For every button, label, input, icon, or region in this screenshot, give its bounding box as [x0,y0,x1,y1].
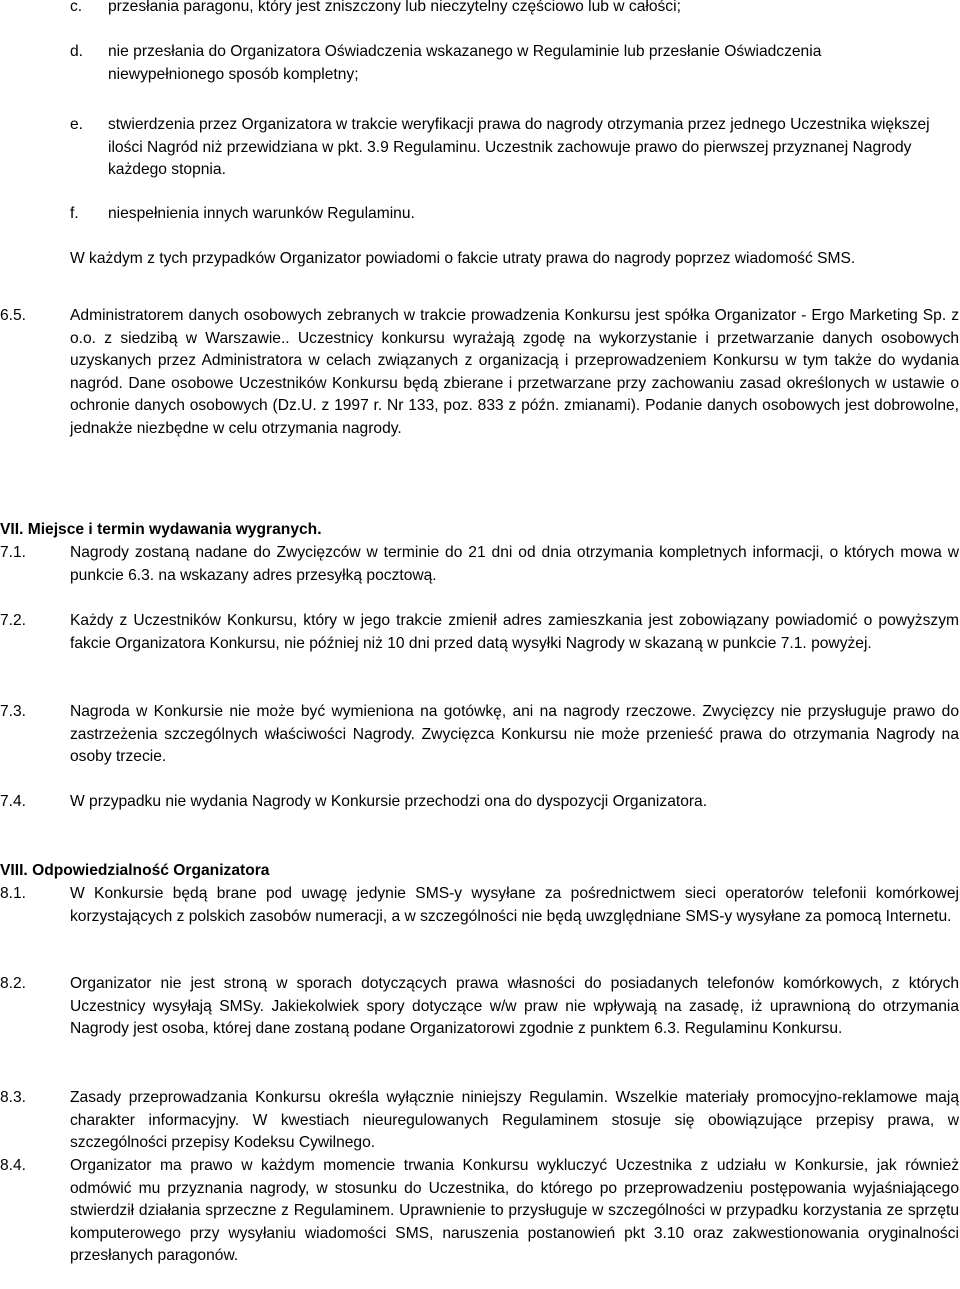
paragraph-6-5 [70,305,959,441]
paragraph-7-3 [70,701,959,769]
paragraph-number: 6.5. [0,307,27,324]
paragraph-text: Administratorem danych osobowych zebranych w trakcie prowadzenia Konkursu jest spółka Organizator - Ergo Marketing Sp. z o.o. z siedzibą w Warszawie.. Uczestnicy konkursu wyrażają zgodę na wykorzystanie i przetwarzanie danych osobowych uzyskanych przez Administratora w celach związanych z organizacją i przeprowadzeniem Konkursu w tym także do wydania nagród. Dane osobowe Uczestników Konkursu będą zbierane i przetwarzane przy zachowaniu zasad określonych w ustawie o ochronie danych osobowych (Dz.U. z 1997 r. Nr 133, poz. 833 z późn. zmianami). Podanie danych osobowych jest dobrowolne, jednakże niezbędne w celu otrzymania nagrody. [70,307,959,437]
paragraph-number: 8.3. [0,1089,27,1106]
section-heading-vii: VII. Miejsce i termin wydawania wygranych. [0,521,322,538]
paragraph-text: Organizator nie jest stroną w sporach dotyczących prawa własności do posiadanych telefonów komórkowych, z których Uczestnicy wysyłają SMSy. Jakiekolwiek spory dotyczące w/w praw nie wpływają na zasadę, iż uprawnioną do otrzymania Nagrody jest osoba, której dane zostaną podane Organizatorowi zgodnie z punktem 6.3. Regulaminu Konkursu. [70,975,959,1038]
list-item-text: niespełnienia innych warunków Regulaminu. [108,205,415,222]
paragraph-text: Każdy z Uczestników Konkursu, który w jego trakcie zmienił adres zamieszkania jest zobowiązany powiadomić o powyższym fakcie Organizatora Konkursu, nie później niż 10 dni przed datą wysyłki Nagrody w skazaną w punkcie 7.1. powyżej. [70,612,959,652]
loss-of-prize-note [70,248,959,271]
paragraph-7-1 [70,542,959,587]
list-marker-c: c. [70,0,83,15]
paragraph-8-3 [70,1087,959,1155]
paragraph-number: 7.2. [0,612,27,629]
note-text: W każdym z tych przypadków Organizator powiadomi o fakcie utraty prawa do nagrody poprzez wiadomość SMS. [70,250,856,267]
section-heading-viii: VIII. Odpowiedzialność Organizatora [0,862,270,879]
paragraph-number: 7.4. [0,793,27,810]
paragraph-text: Organizator ma prawo w każdym momencie trwania Konkursu wykluczyć Uczestnika z udziału w Konkursie, jak również odmówić mu przyznania nagrody, w stosunku do Uczestnika, do którego po przeprowadzeniu postępowania wyjaśniającego stwierdził działania sprzeczne z Regulaminem. Uprawnienie to przysługuje w szczególności w przypadku korzystania ze sprzętu komputerowego przy wysyłaniu wiadomości SMS, naruszenia postanowień pkt 3.10 oraz zakwestionowania oryginalności przesłanych paragonów. [70,1157,959,1265]
list-item-text: nie przesłania do Organizatora Oświadczenia wskazanego w Regulaminie lub przesłanie Oświadczenia niewypełnionego sposób kompletny; [108,43,822,83]
paragraph-number: 8.2. [0,975,27,992]
paragraph-number: 8.1. [0,885,27,902]
paragraph-text: W przypadku nie wydania Nagrody w Konkursie przechodzi ona do dyspozycji Organizatora. [70,793,708,810]
list-marker-d: d. [70,43,84,60]
list-item-e [108,114,959,182]
paragraph-text: Nagroda w Konkursie nie może być wymieniona na gotówkę, ani na nagrody rzeczowe. Zwycięzcy nie przysługuje prawo do zastrzeżenia szczególnych właściwości Nagrody. Zwycięzca Konkursu nie może przenieść prawa do otrzymania Nagrody na osoby trzecie. [70,703,959,766]
list-item-d [108,41,888,86]
paragraph-7-2 [70,610,959,655]
list-item-text: stwierdzenia przez Organizatora w trakcie weryfikacji prawa do nagrody otrzymania przez jednego Uczestnika większej ilości Nagród niż przewidziana w pkt. 3.9 Regulaminu. Uczestnik zachowuje prawo do pierwszej przyznanej Nagrody każdego stopnia. [108,116,930,179]
paragraph-8-2 [70,973,959,1041]
paragraph-number: 7.3. [0,703,27,720]
paragraph-text: Zasady przeprowadzania Konkursu określa wyłącznie niniejszy Regulamin. Wszelkie materiały promocyjno-reklamowe mają charakter informacyjny. W kwestiach nieuregulowanych Regulaminem stosuje się obowiązujące przepisy prawa, w szczególności przepisy Kodeksu Cywilnego. [70,1089,959,1152]
paragraph-text: W Konkursie będą brane pod uwagę jedynie SMS-y wysyłane za pośrednictwem sieci operatorów telefonii komórkowej korzystających z polskich zasobów numeracji, a w szczególności nie będą uwzględniane SMS-y wysyłane za pomocą Internetu. [70,885,959,925]
list-marker-f: f. [70,205,79,222]
paragraph-8-4 [70,1155,959,1268]
list-item-c [108,0,959,19]
list-marker-e: e. [70,116,84,133]
paragraph-8-1 [70,883,959,928]
paragraph-7-4 [70,791,959,814]
paragraph-number: 8.4. [0,1157,27,1174]
list-item-f [108,203,959,226]
list-item-text: przesłania paragonu, który jest zniszczony lub nieczytelny częściowo lub w całości; [108,0,681,15]
paragraph-text: Nagrody zostaną nadane do Zwycięzców w terminie do 21 dni od dnia otrzymania kompletnych informacji, o których mowa w punkcie 6.3. na wskazany adres przesyłką pocztową. [70,544,959,584]
paragraph-number: 7.1. [0,544,27,561]
